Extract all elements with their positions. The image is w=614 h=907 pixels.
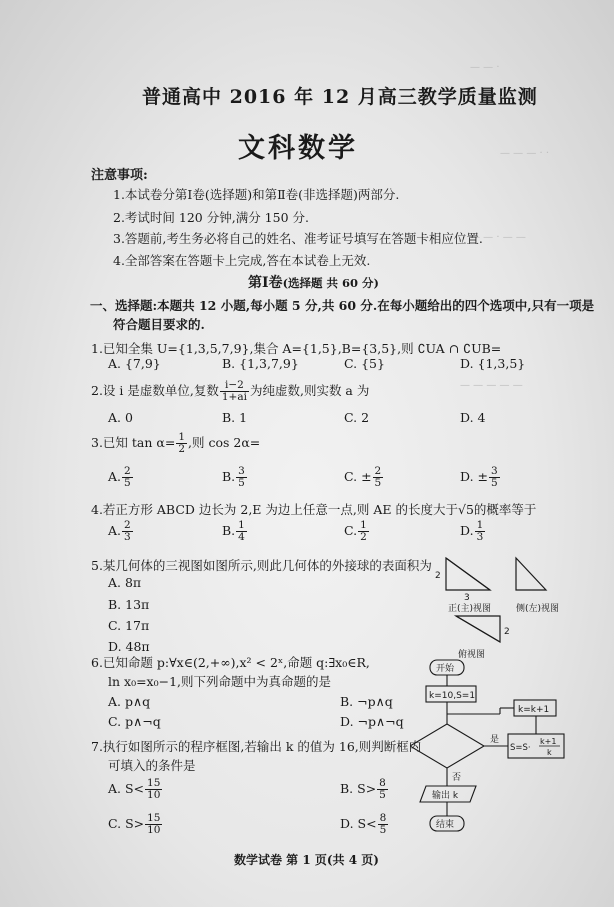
q4-b-den: 4: [238, 531, 245, 543]
q4-a-num: 2: [124, 519, 131, 531]
q6-option-c: C. p∧¬q: [108, 714, 161, 729]
q3-a-den: 5: [124, 477, 131, 489]
q7-c-num: 15: [147, 812, 161, 824]
q3-b-num: 3: [238, 465, 245, 477]
q7-a-label: A. S<: [108, 781, 145, 796]
side-view-label: 侧(左)视图: [516, 604, 560, 614]
q7-b-frac: [377, 778, 388, 801]
q4-a-den: 3: [124, 531, 131, 543]
q4-option-c: [344, 520, 370, 543]
q3-b-den: 5: [238, 477, 245, 489]
q3-d-num: 3: [491, 465, 498, 477]
flow-update-s-den: k: [547, 748, 552, 757]
q4-c-den: 2: [360, 531, 367, 543]
q7-c-label: C. S>: [108, 816, 145, 831]
q3-b-frac: [236, 466, 247, 489]
flow-start-text: 开始: [436, 664, 455, 674]
q3-d-label: D. ±: [460, 469, 488, 484]
q4-d-label: D.: [460, 523, 474, 538]
notice-item: 3.答题前,考生务必将自己的姓名、准考证号填写在答题卡相应位置.: [113, 231, 483, 246]
q3-c-den: 5: [374, 477, 382, 489]
q4-c-frac: [358, 520, 369, 543]
q7-a-frac: [145, 778, 162, 801]
question-3-stem: [91, 432, 260, 455]
dim-label-depth: 2: [504, 627, 510, 637]
exam-subject: 文科数学: [238, 133, 358, 164]
q3-c-frac: [373, 466, 384, 489]
q3-c-num: 2: [374, 465, 382, 477]
q7-c-den: 10: [147, 824, 161, 836]
q4-b-num: 1: [238, 519, 245, 531]
q6-option-d: D. ¬p∧¬q: [340, 714, 404, 729]
q7-option-a: [108, 778, 163, 801]
page-footer: 数学试卷 第 1 页(共 4 页): [234, 853, 379, 867]
q4-a-label: A.: [108, 523, 122, 538]
q2-option-d: D. 4: [460, 410, 486, 425]
q4-d-den: 3: [476, 531, 484, 543]
flow-update-s-text: S=S·: [510, 743, 531, 753]
q4-a-frac: [122, 520, 133, 543]
q3-frac-num: 1: [178, 431, 186, 443]
q2-option-c: C. 2: [344, 410, 370, 425]
q6-option-a: A. p∧q: [108, 694, 151, 709]
q1-option-b: B. {1,3,7,9}: [222, 356, 299, 371]
dim-label-height: 2: [435, 571, 441, 581]
flow-update-k-text: k=k+1: [518, 705, 550, 715]
q3-option-c: [344, 466, 384, 489]
notice-item: 1.本试卷分第Ⅰ卷(选择题)和第Ⅱ卷(非选择题)两部分.: [113, 187, 400, 202]
q4-d-num: 1: [476, 519, 484, 531]
q2-stem-text: 2.设 i 是虚数单位,复数: [91, 383, 219, 398]
q4-b-label: B.: [222, 523, 236, 538]
q3-stem-text: 3.已知 tan α=: [91, 435, 176, 450]
three-view-figure: [428, 554, 578, 666]
dim-label-width: 3: [464, 593, 470, 603]
flow-end-text: 结束: [436, 820, 455, 830]
q3-stem-text-b: ,则 cos 2α=: [188, 435, 261, 450]
question-6-stem: 6.已知命题 p:∀x∈(2,+∞),x² < 2ˣ,命题 q:∃x₀∈R,: [91, 655, 370, 670]
top-view-label: 俯视图: [458, 650, 486, 660]
part-note: (选择题 共 60 分): [282, 276, 379, 290]
notice-heading: 注意事项:: [91, 168, 148, 183]
q4-c-label: C.: [344, 523, 358, 538]
q7-option-b: [340, 778, 389, 801]
q2-option-a: A. 0: [108, 410, 133, 425]
q3-b-label: B.: [222, 469, 236, 484]
q5-option-d: D. 48π: [108, 639, 150, 654]
q7-c-frac: [145, 813, 162, 836]
q3-a-frac: [122, 466, 133, 489]
q2-option-b: B. 1: [222, 410, 248, 425]
flow-no-label: 否: [452, 773, 462, 783]
q7-b-num: 8: [379, 777, 386, 789]
q7-option-c: [108, 813, 163, 836]
q3-d-den: 5: [491, 477, 498, 489]
q4-d-frac: [475, 520, 486, 543]
question-4-stem: 4.若正方形 ABCD 边长为 2,E 为边上任意一点,则 AE 的长度大于√5的概率等于: [91, 502, 537, 517]
q7-a-den: 10: [147, 789, 161, 801]
notice-item: 4.全部答案在答题卡上完成,答在本试卷上无效.: [113, 253, 371, 268]
question-2-stem: [91, 380, 369, 403]
top-view-drawing: [456, 616, 500, 642]
q4-option-d: [460, 520, 486, 543]
q7-b-den: 5: [379, 789, 386, 801]
q4-option-a: [108, 520, 134, 543]
q4-option-b: [222, 520, 248, 543]
flow-decision-node: [410, 724, 484, 768]
show-through-mark: — — — · ·: [500, 148, 550, 159]
show-through-mark: — — ·: [470, 62, 500, 73]
q3-option-a: [108, 466, 134, 489]
q3-frac-den: 2: [178, 443, 186, 455]
q1-option-d: D. {1,3,5}: [460, 356, 526, 371]
q3-fraction: [176, 432, 187, 455]
q5-option-a: A. 8π: [108, 575, 142, 590]
q7-d-num: 8: [379, 812, 387, 824]
exam-title: 普通高中 2016 年 12 月高三教学质量监测: [142, 86, 538, 108]
question-5-stem: 5.某几何体的三视图如图所示,则此几何体的外接球的表面积为: [91, 558, 432, 573]
q3-option-b: [222, 466, 248, 489]
front-view-drawing: [446, 558, 490, 590]
q7-d-frac: [378, 813, 389, 836]
q2-stem-text-b: 为纯虚数,则实数 a 为: [249, 383, 370, 398]
q1-option-c: C. {5}: [344, 356, 385, 371]
q5-option-c: C. 17π: [108, 618, 150, 633]
q5-option-b: B. 13π: [108, 597, 150, 612]
question-7-stem: 7.执行如图所示的程序框图,若输出 k 的值为 16,则判断框内: [91, 739, 422, 754]
q2-fraction: [220, 380, 249, 403]
q2-frac-den: 1+ai: [221, 391, 247, 403]
section-instructions-cont: 符合题目要求的.: [113, 317, 205, 332]
show-through-mark: — — · — —: [470, 232, 526, 243]
q7-d-label: D. S<: [340, 816, 377, 831]
part-title: 第Ⅰ卷: [248, 275, 283, 291]
flow-yes-label: 是: [490, 735, 500, 745]
section-instructions: 一、选择题:本题共 12 小题,每小题 5 分,共 60 分.在每小题给出的四个选项中,只有一项是: [90, 298, 595, 313]
front-view-label: 正(主)视图: [448, 604, 492, 614]
q6-option-b: B. ¬p∧q: [340, 694, 393, 709]
q7-d-den: 5: [379, 824, 387, 836]
q3-a-label: A.: [108, 469, 122, 484]
q3-d-frac: [489, 466, 500, 489]
q7-a-num: 15: [147, 777, 161, 789]
program-flowchart: [410, 656, 580, 842]
q4-b-frac: [236, 520, 247, 543]
flow-update-s-num: k+1: [540, 737, 557, 746]
q7-b-label: B. S>: [340, 781, 377, 796]
q1-option-a: A. {7,9}: [108, 356, 161, 371]
flow-output-text: 输出 k: [432, 791, 459, 801]
q3-a-num: 2: [124, 465, 131, 477]
q7-option-d: [340, 813, 389, 836]
part-heading: [248, 272, 379, 292]
notice-item: 2.考试时间 120 分钟,满分 150 分.: [113, 210, 309, 225]
show-through-mark: — — — — —: [460, 380, 523, 391]
question-7-stem-cont: 可填入的条件是: [108, 758, 196, 773]
q3-option-d: [460, 466, 501, 489]
side-view-drawing: [516, 558, 546, 590]
question-6-stem-cont: ln x₀=x₀−1,则下列命题中为真命题的是: [108, 674, 332, 689]
q2-frac-num: i−2: [220, 380, 249, 392]
q4-c-num: 1: [360, 519, 367, 531]
question-1-stem: 1.已知全集 U={1,3,5,7,9},集合 A={1,5},B={3,5},则 ∁UA ∩ ∁UB=: [91, 341, 502, 356]
q3-c-label: C. ±: [344, 469, 372, 484]
flow-init-text: k=10,S=1: [429, 691, 476, 701]
